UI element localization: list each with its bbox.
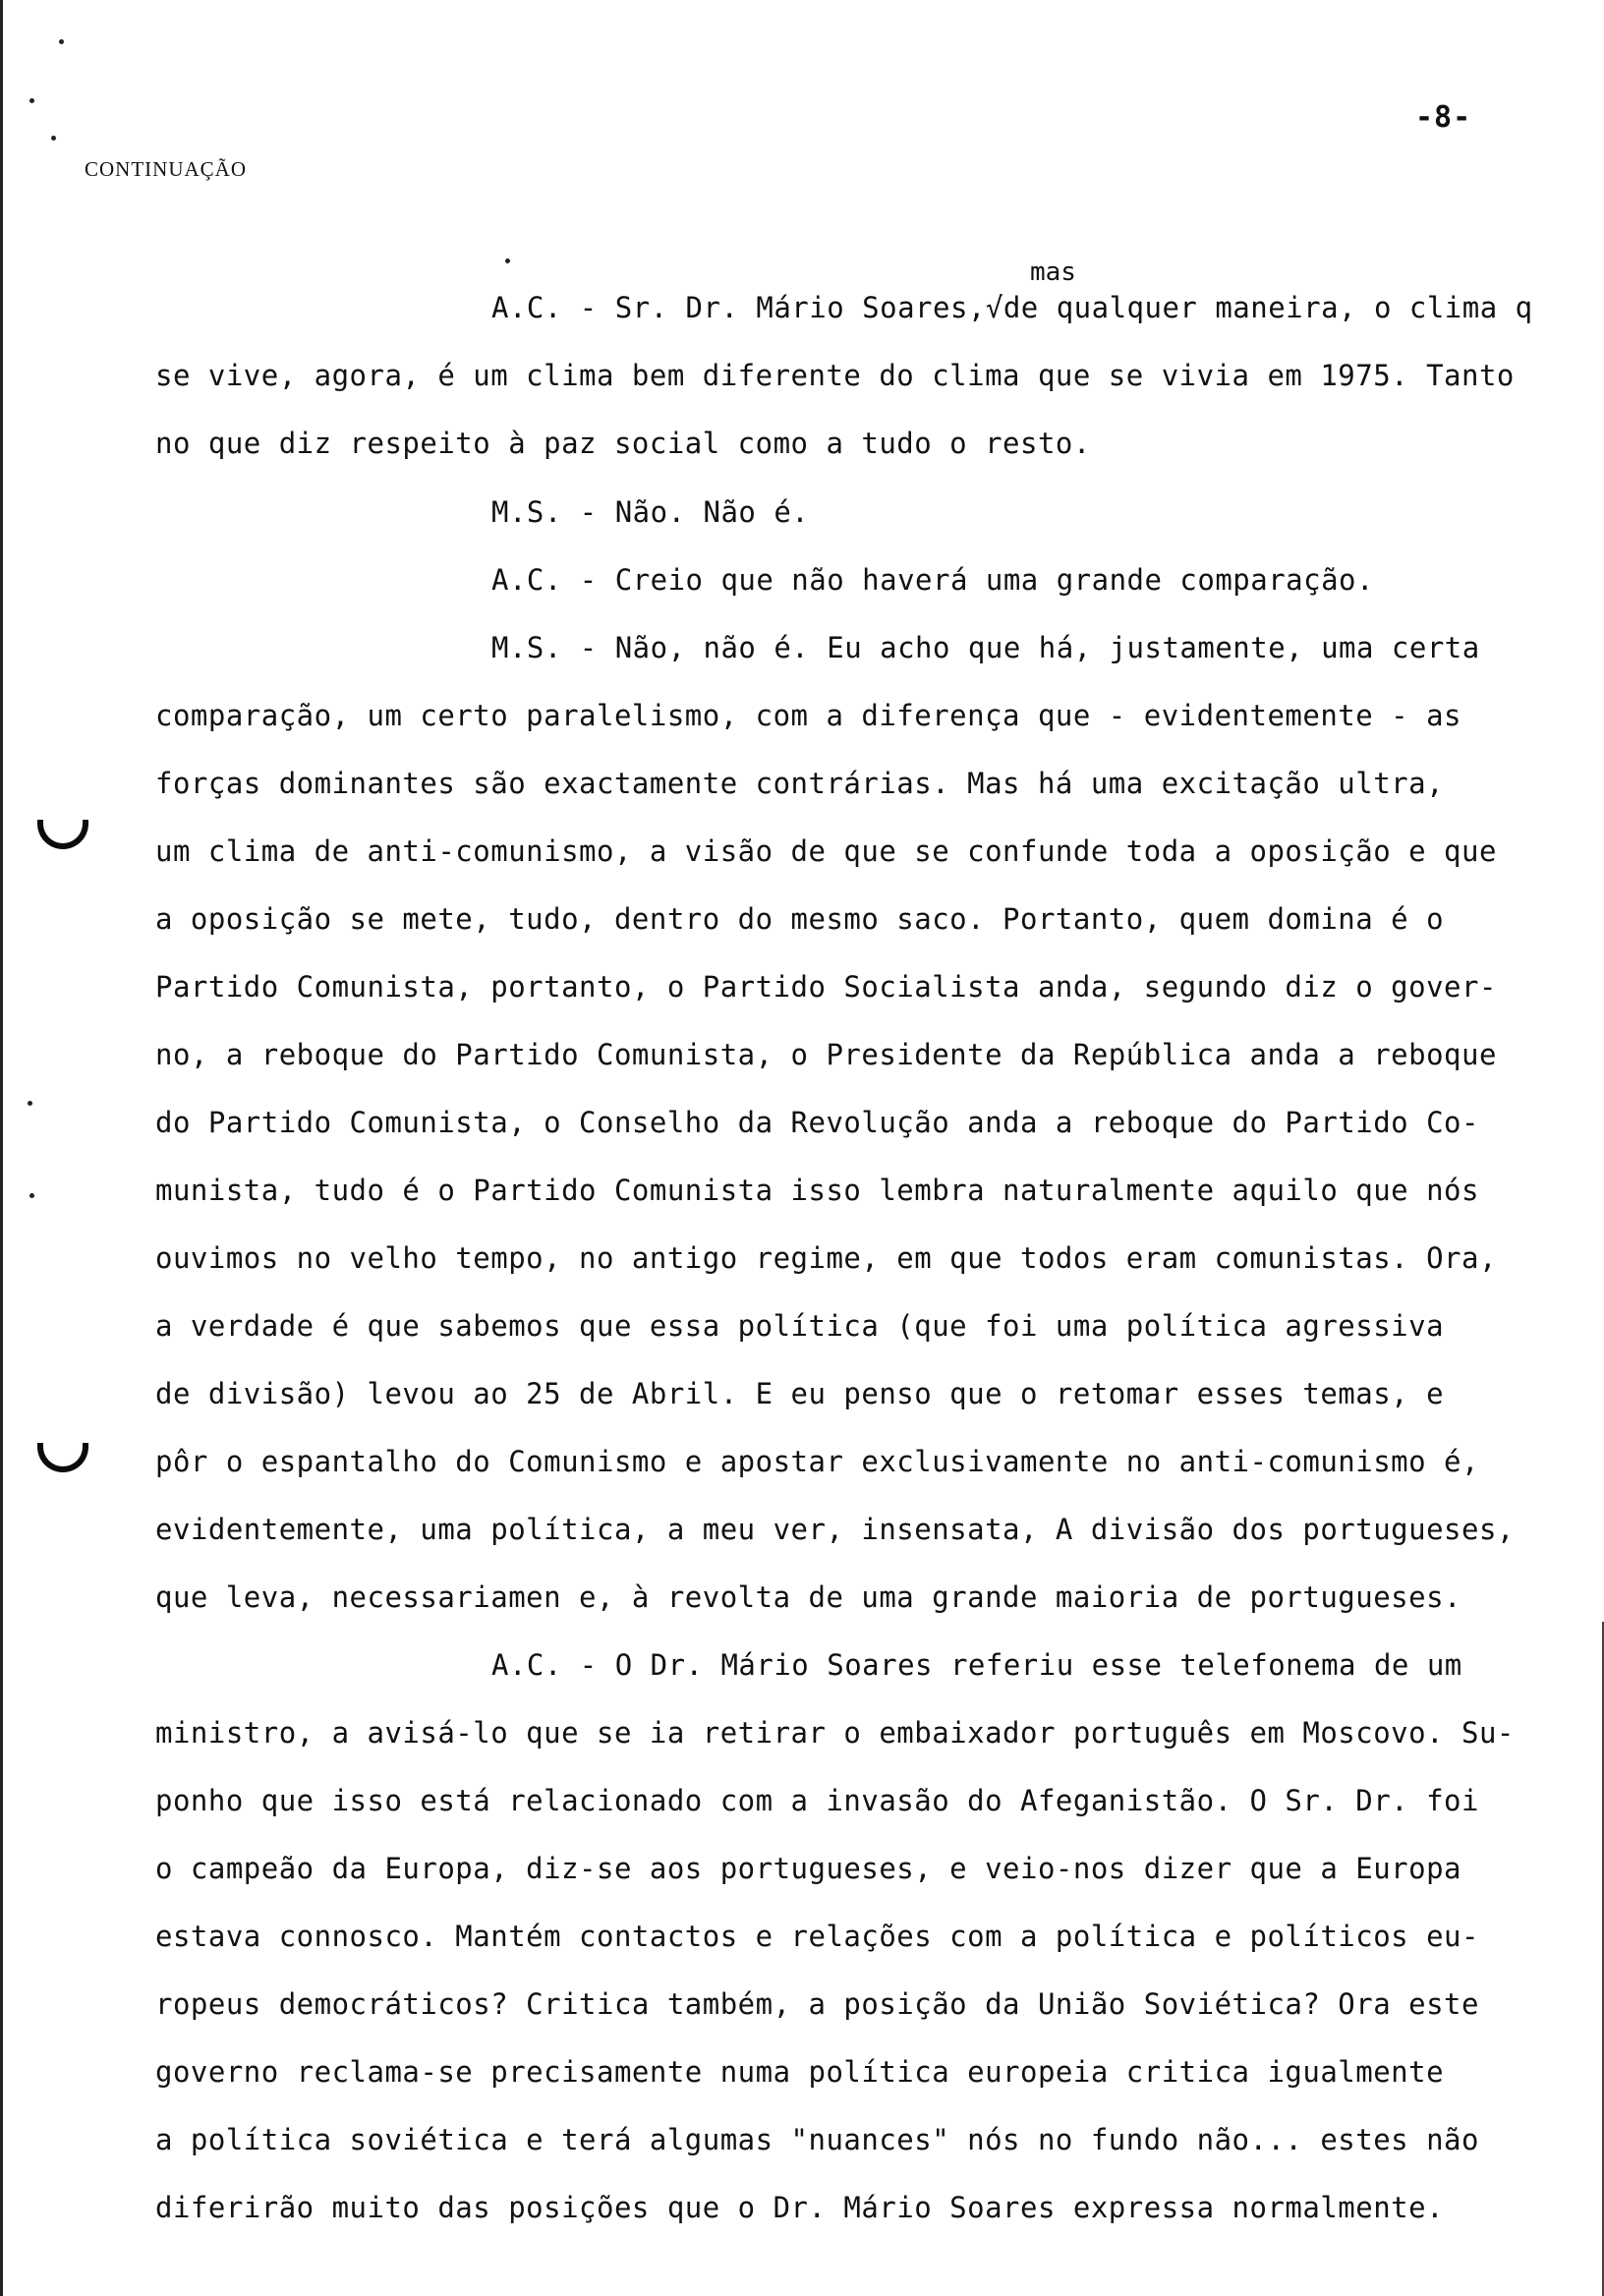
text-line: ropeus democráticos? Critica também, a posição da União Soviética? Ora este — [155, 1987, 1479, 2021]
text-line: A.C. - Sr. Dr. Mário Soares,√de qualquer maneira, o clima q — [491, 291, 1533, 324]
text-line: pôr o espantalho do Comunismo e apostar exclusivamente no anti-comunismo é, — [155, 1445, 1479, 1478]
page-left-edge — [0, 0, 3, 2296]
page-number: -8- — [1415, 100, 1472, 135]
text-line: do Partido Comunista, o Conselho da Revolução anda a reboque do Partido Co- — [155, 1106, 1479, 1139]
text-line: forças dominantes são exactamente contrárias. Mas há uma excitação ultra, — [155, 767, 1445, 800]
handwritten-insertion: mas — [1030, 258, 1076, 287]
speck — [29, 98, 34, 103]
text-line: que leva, necessariamen e, à revolta de uma grande maioria de portugueses. — [155, 1580, 1462, 1614]
text-line: ministro, a avisá-lo que se ia retirar o embaixador português em Moscovo. Su- — [155, 1716, 1515, 1750]
text-line: comparação, um certo paralelismo, com a diferença que - evidentemente - as — [155, 699, 1462, 732]
text-line: a oposição se mete, tudo, dentro do mesmo saco. Portanto, quem domina é o — [155, 902, 1445, 936]
text-line: estava connosco. Mantém contactos e relações com a política e políticos eu- — [155, 1920, 1479, 1953]
text-line: A.C. - O Dr. Mário Soares referiu esse telefonema de um — [491, 1648, 1462, 1682]
speck — [28, 1101, 32, 1106]
text-line: M.S. - Não. Não é. — [491, 495, 810, 529]
text-line: diferirão muito das posições que o Dr. Mário Soares expressa normalmente. — [155, 2191, 1445, 2224]
text-line: evidentemente, uma política, a meu ver, insensata, A divisão dos portugueses, — [155, 1513, 1515, 1546]
speck — [505, 258, 510, 263]
speck — [51, 136, 56, 141]
text-line: no, a reboque do Partido Comunista, o Presidente da República anda a reboque — [155, 1038, 1497, 1071]
text-line: um clima de anti-comunismo, a visão de que se confunde toda a oposição e que — [155, 834, 1497, 868]
text-line: o campeão da Europa, diz-se aos portugueses, e veio-nos dizer que a Europa — [155, 1852, 1462, 1885]
text-line: a política soviética e terá algumas "nuances" nós no fundo não... estes não — [155, 2123, 1479, 2156]
text-line: de divisão) levou ao 25 de Abril. E eu penso que o retomar esses temas, e — [155, 1377, 1445, 1410]
text-line: a verdade é que sabemos que essa política (que foi uma política agressiva — [155, 1309, 1445, 1343]
text-line: no que diz respeito à paz social como a tudo o resto. — [155, 427, 1091, 460]
text-line: ponho que isso está relacionado com a invasão do Afeganistão. O Sr. Dr. foi — [155, 1784, 1479, 1817]
continuation-label: CONTINUAÇÃO — [85, 157, 247, 181]
text-line: Partido Comunista, portanto, o Partido Socialista anda, segundo diz o gover- — [155, 970, 1497, 1004]
text-line: ouvimos no velho tempo, no antigo regime, em que todos eram comunistas. Ora, — [155, 1241, 1497, 1275]
text-line: M.S. - Não, não é. Eu acho que há, justamente, uma certa — [491, 631, 1480, 664]
text-line: A.C. - Creio que não haverá uma grande comparação. — [491, 563, 1374, 597]
text-line: governo reclama-se precisamente numa política europeia critica igualmente — [155, 2055, 1445, 2089]
text-line: se vive, agora, é um clima bem diferente do clima que se vivia em 1975. Tanto — [155, 359, 1515, 392]
punch-hole-mark — [37, 1443, 88, 1472]
speck — [59, 39, 64, 44]
punch-hole-mark — [37, 820, 88, 849]
text-line: munista, tudo é o Partido Comunista isso lembra naturalmente aquilo que nós — [155, 1174, 1479, 1207]
speck — [29, 1193, 34, 1198]
